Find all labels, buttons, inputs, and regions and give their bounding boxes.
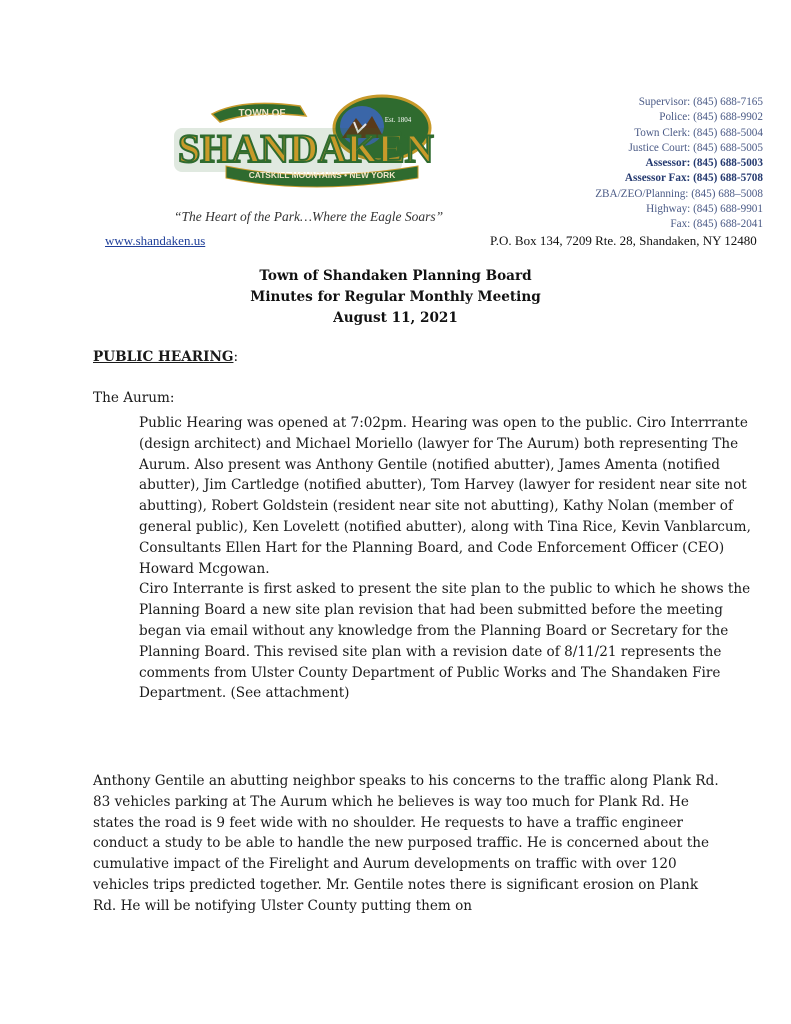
subject-label: The Aurum:: [93, 390, 175, 406]
meeting-date: August 11, 2021: [333, 310, 458, 326]
website-link[interactable]: www.shandaken.us: [105, 233, 206, 248]
document-subtitle: Minutes for Regular Monthly Meeting: [250, 289, 541, 305]
contact-list: [595, 95, 763, 233]
document-title: Town of Shandaken Planning Board: [259, 268, 532, 284]
town-tagline: “The Heart of the Park…Where the Eagle Soars”: [174, 209, 444, 224]
traffic-concerns-paragraph: Anthony Gentile an abutting neighbor speaks to his concerns to the traffic along Plank Rd. 83 vehicles parking at The Aurum which he believes is way too much for Plank Rd. He states the road is 9 feet wide with no shoulder. He requests to have a traffic engineer conduct a study to be able to handle the new purposed traffic. He is concerned about the cumulative impact of the Firelight and Aurum developments on traffic with over 120 vehicles trips predicted together. Mr. Gentile notes there is significant erosion on Plank Rd. He will be notifying Ulster County putting them on: [93, 773, 719, 914]
contact-highway: Highway: (845) 688-9901: [646, 203, 763, 216]
logo-est-text: Est. 1804: [384, 116, 412, 124]
town-logo: [172, 92, 440, 198]
site-plan-paragraph: Ciro Interrante is first asked to present the site plan to the public to which he shows the Planning Board a new site plan revision that had been submitted before the meeting began via email without any knowledge from the Planning Board or Secretary for the Planning Board. This revised site plan with a revision date of 8/11/21 represents the comments from Ulster County Department of Public Works and The Shandaken Fire Department. (See attachment): [139, 581, 751, 702]
shandaken-seal-icon: [172, 92, 440, 198]
logo-subtext: CATSKILL MOUNTAINS • NEW YORK: [248, 170, 396, 180]
hearing-details: [139, 413, 759, 704]
contact-supervisor: Supervisor: (845) 688-7165: [638, 96, 763, 108]
contact-town-clerk: Town Clerk: (845) 688-5004: [634, 126, 763, 139]
section-heading-colon: :: [233, 349, 239, 365]
contact-justice-court: Justice Court: (845) 688-5005: [628, 141, 763, 154]
contact-assessor-fax: Assessor Fax: (845) 688-5708: [624, 172, 763, 185]
contact-fax: Fax: (845) 688-2041: [670, 218, 763, 231]
contact-assessor: Assessor: (845) 688-5003: [645, 157, 763, 170]
logo-top-text: TOWN OF: [238, 108, 286, 119]
contact-zba-planning: ZBA/ZEO/Planning: (845) 688–5008: [595, 187, 763, 200]
section-heading: [93, 349, 238, 365]
town-address: P.O. Box 134, 7209 Rte. 28, Shandaken, NY 12480: [490, 233, 757, 248]
section-heading-text: PUBLIC HEARING: [93, 349, 234, 365]
logo-name-text: SHANDAKEN: [178, 126, 434, 171]
contact-police: Police: (845) 688-9902: [659, 111, 763, 124]
attendance-paragraph: Public Hearing was opened at 7:02pm. Hearing was open to the public. Ciro Interrrante (design architect) and Michael Moriello (lawyer for The Aurum) both representing The Aurum. Also present was Anthony Gentile (notified abutter), James Amenta (notified abutter), Jim Cartledge (notified abutter), Tom Harvey (lawyer for resident near site not abutting), Robert Goldstein (resident near site not abutting), Kathy Nolan (member of general public), Ken Lovelett (notified abutter), along with Tina Rice, Kevin Vanblarcum, Consultants Ellen Hart for the Planning Board, and Code Enforcement Officer (CEO) Howard Mcgowan.: [139, 415, 751, 577]
